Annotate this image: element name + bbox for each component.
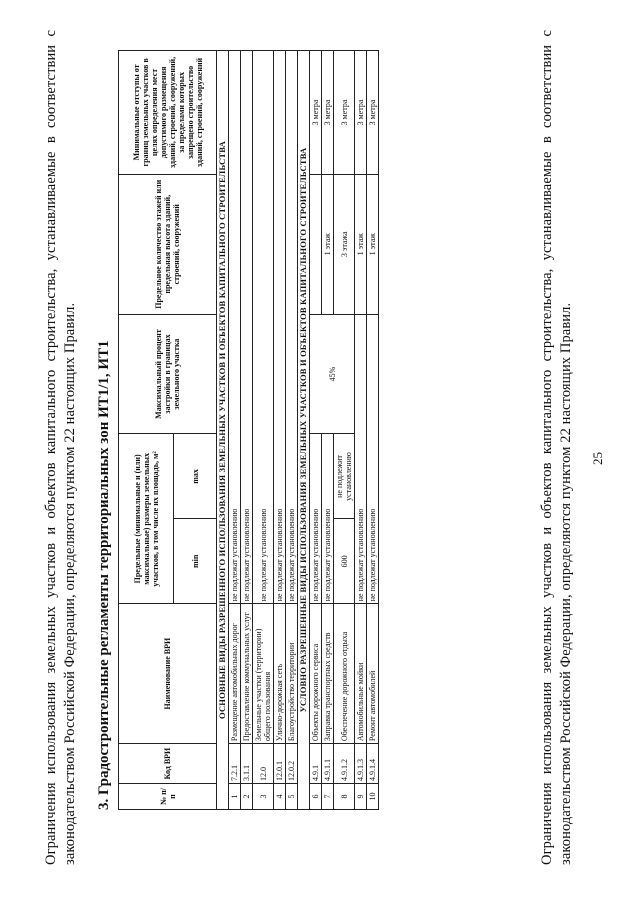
row-code: 12.0 (253, 744, 274, 784)
row-code: 12.0.2 (286, 744, 298, 784)
section-row-conditional (298, 51, 310, 810)
row-name: Улично-дорожная сеть (274, 604, 286, 744)
paragraph-bottom: Ограничения использования земельных участков и объектов капитального строительства, устанавливаемые в соответствии с законодательством Российской Федерации, определяются пунктом 22 настоящих Правил. (539, 30, 574, 865)
section-cond-title: УСЛОВНО РАЗРЕШЕННЫЕ ВИДЫ ИСПОЛЬЗОВАНИЯ ЗЕМЕЛЬНЫХ УЧАСТКОВ И ОБЪЕКТОВ КАПИТАЛЬНОГО СТРОИТЕЛЬСТВА (298, 51, 310, 810)
row-setback: 3 метра (355, 51, 367, 175)
paragraph-top: Ограничения использования земельных участков и объектов капитального строительства, устанавливаемые в соответствии с законодательством Российской Федерации, определяются пунктом 22 настоящих Правил. (43, 30, 78, 865)
row-setback: 3 метра (322, 51, 334, 175)
header-percent: Максимальный процент застройки в границах земельного участка (119, 314, 217, 434)
section-heading: 3. Градостроительные регламенты территориальных зон ИТ1/1, ИТ1 (96, 340, 112, 810)
row-floors: 1 этаж (355, 174, 367, 314)
header-size: Предельные (минимальные и (или) максимальные) размеры земельных участков, в том числе их площадь, м² (119, 434, 174, 604)
row-code: 4.9.1.2 (334, 744, 355, 784)
table-row (310, 51, 322, 810)
row-name: Земельные участки (территории) общего пользования (253, 604, 274, 744)
row-name: Благоустройство территории (286, 604, 298, 744)
row-num: 7 (322, 784, 334, 810)
section-main-title: ОСНОВНЫЕ ВИДЫ РАЗРЕШЕННОГО ИСПОЛЬЗОВАНИЯ ЗЕМЕЛЬНЫХ УЧАСТКОВ И ОБЪЕКТОВ КАПИТАЛЬНОГО СТРОИТЕЛЬСТВА (217, 51, 229, 810)
row-num: 9 (355, 784, 367, 810)
row-min: 600 (334, 519, 355, 604)
row-size: не подлежат установлению (253, 51, 274, 604)
table-row (367, 51, 379, 810)
row-name: Размещение автомобильных дорог (229, 604, 241, 744)
row-name: Автомобильные мойки (355, 604, 367, 744)
row-num: 5 (286, 784, 298, 810)
row-max: не подлежит установлению (334, 434, 355, 519)
header-num: № п/п (119, 784, 217, 810)
row-floors (310, 174, 322, 314)
row-size: не подлежат установлению (286, 51, 298, 604)
row-code: 4.9.1.4 (367, 744, 379, 784)
header-setback: Минимальные отступы от границ земельных участков в целях определения мест допустимого размещения зданий, строений, сооружений, за пределами которых запрещено строительство зданий, строений, сооружений (119, 51, 217, 175)
row-floors: 1 этаж (367, 174, 379, 314)
row-size: не подлежат установлению (274, 51, 286, 604)
section-row-main (217, 51, 229, 810)
table-row (355, 51, 367, 810)
row-percent: 45% (310, 314, 355, 434)
header-max: max (174, 434, 217, 519)
table-row (286, 51, 298, 810)
row-size: не подлежат установлению (322, 434, 334, 604)
row-floors: 1 этаж (322, 174, 334, 314)
row-size: не подлежат установлению (367, 314, 379, 604)
row-num: 10 (367, 784, 379, 810)
row-code: 4.9.1.1 (322, 744, 334, 784)
row-code: 7.2.1 (229, 744, 241, 784)
row-num: 8 (334, 784, 355, 810)
row-size: не подлежат установлению (355, 314, 367, 604)
row-code: 4.9.1 (310, 744, 322, 784)
row-code: 4.9.1.3 (355, 744, 367, 784)
row-num: 6 (310, 784, 322, 810)
row-num: 4 (274, 784, 286, 810)
row-size: не подлежат установлению (229, 51, 241, 604)
row-size: не подлежат установлению (241, 51, 253, 604)
header-code: Код ВРИ (119, 744, 217, 784)
row-num: 1 (229, 784, 241, 810)
page-number: 25 (590, 452, 605, 465)
table-row (253, 51, 274, 810)
row-num: 2 (241, 784, 253, 810)
header-floors: Предельное количество этажей или предельная высота зданий, строений, сооружений (119, 174, 217, 314)
table-row (229, 51, 241, 810)
regulations-table (118, 50, 379, 810)
header-row (119, 51, 174, 810)
table-row (274, 51, 286, 810)
row-setback: 3 метра (334, 51, 355, 175)
row-name: Обеспечение дорожного отдыха (334, 604, 355, 744)
row-code: 3.1.1 (241, 744, 253, 784)
header-name: Наименование ВРИ (119, 604, 217, 744)
row-name: Заправка транспортных средств (322, 604, 334, 744)
row-name: Ремонт автомобилей (367, 604, 379, 744)
row-name: Объекты дорожного сервиса (310, 604, 322, 744)
row-setback: 3 метра (310, 51, 322, 175)
row-code: 12.0.1 (274, 744, 286, 784)
row-size: не подлежат установлению (310, 434, 322, 604)
row-setback: 3 метра (367, 51, 379, 175)
row-name: Предоставление коммунальных услуг (241, 604, 253, 744)
table-row (241, 51, 253, 810)
header-min: min (174, 519, 217, 604)
row-num: 3 (253, 784, 274, 810)
row-floors: 3 этажа (334, 174, 355, 314)
